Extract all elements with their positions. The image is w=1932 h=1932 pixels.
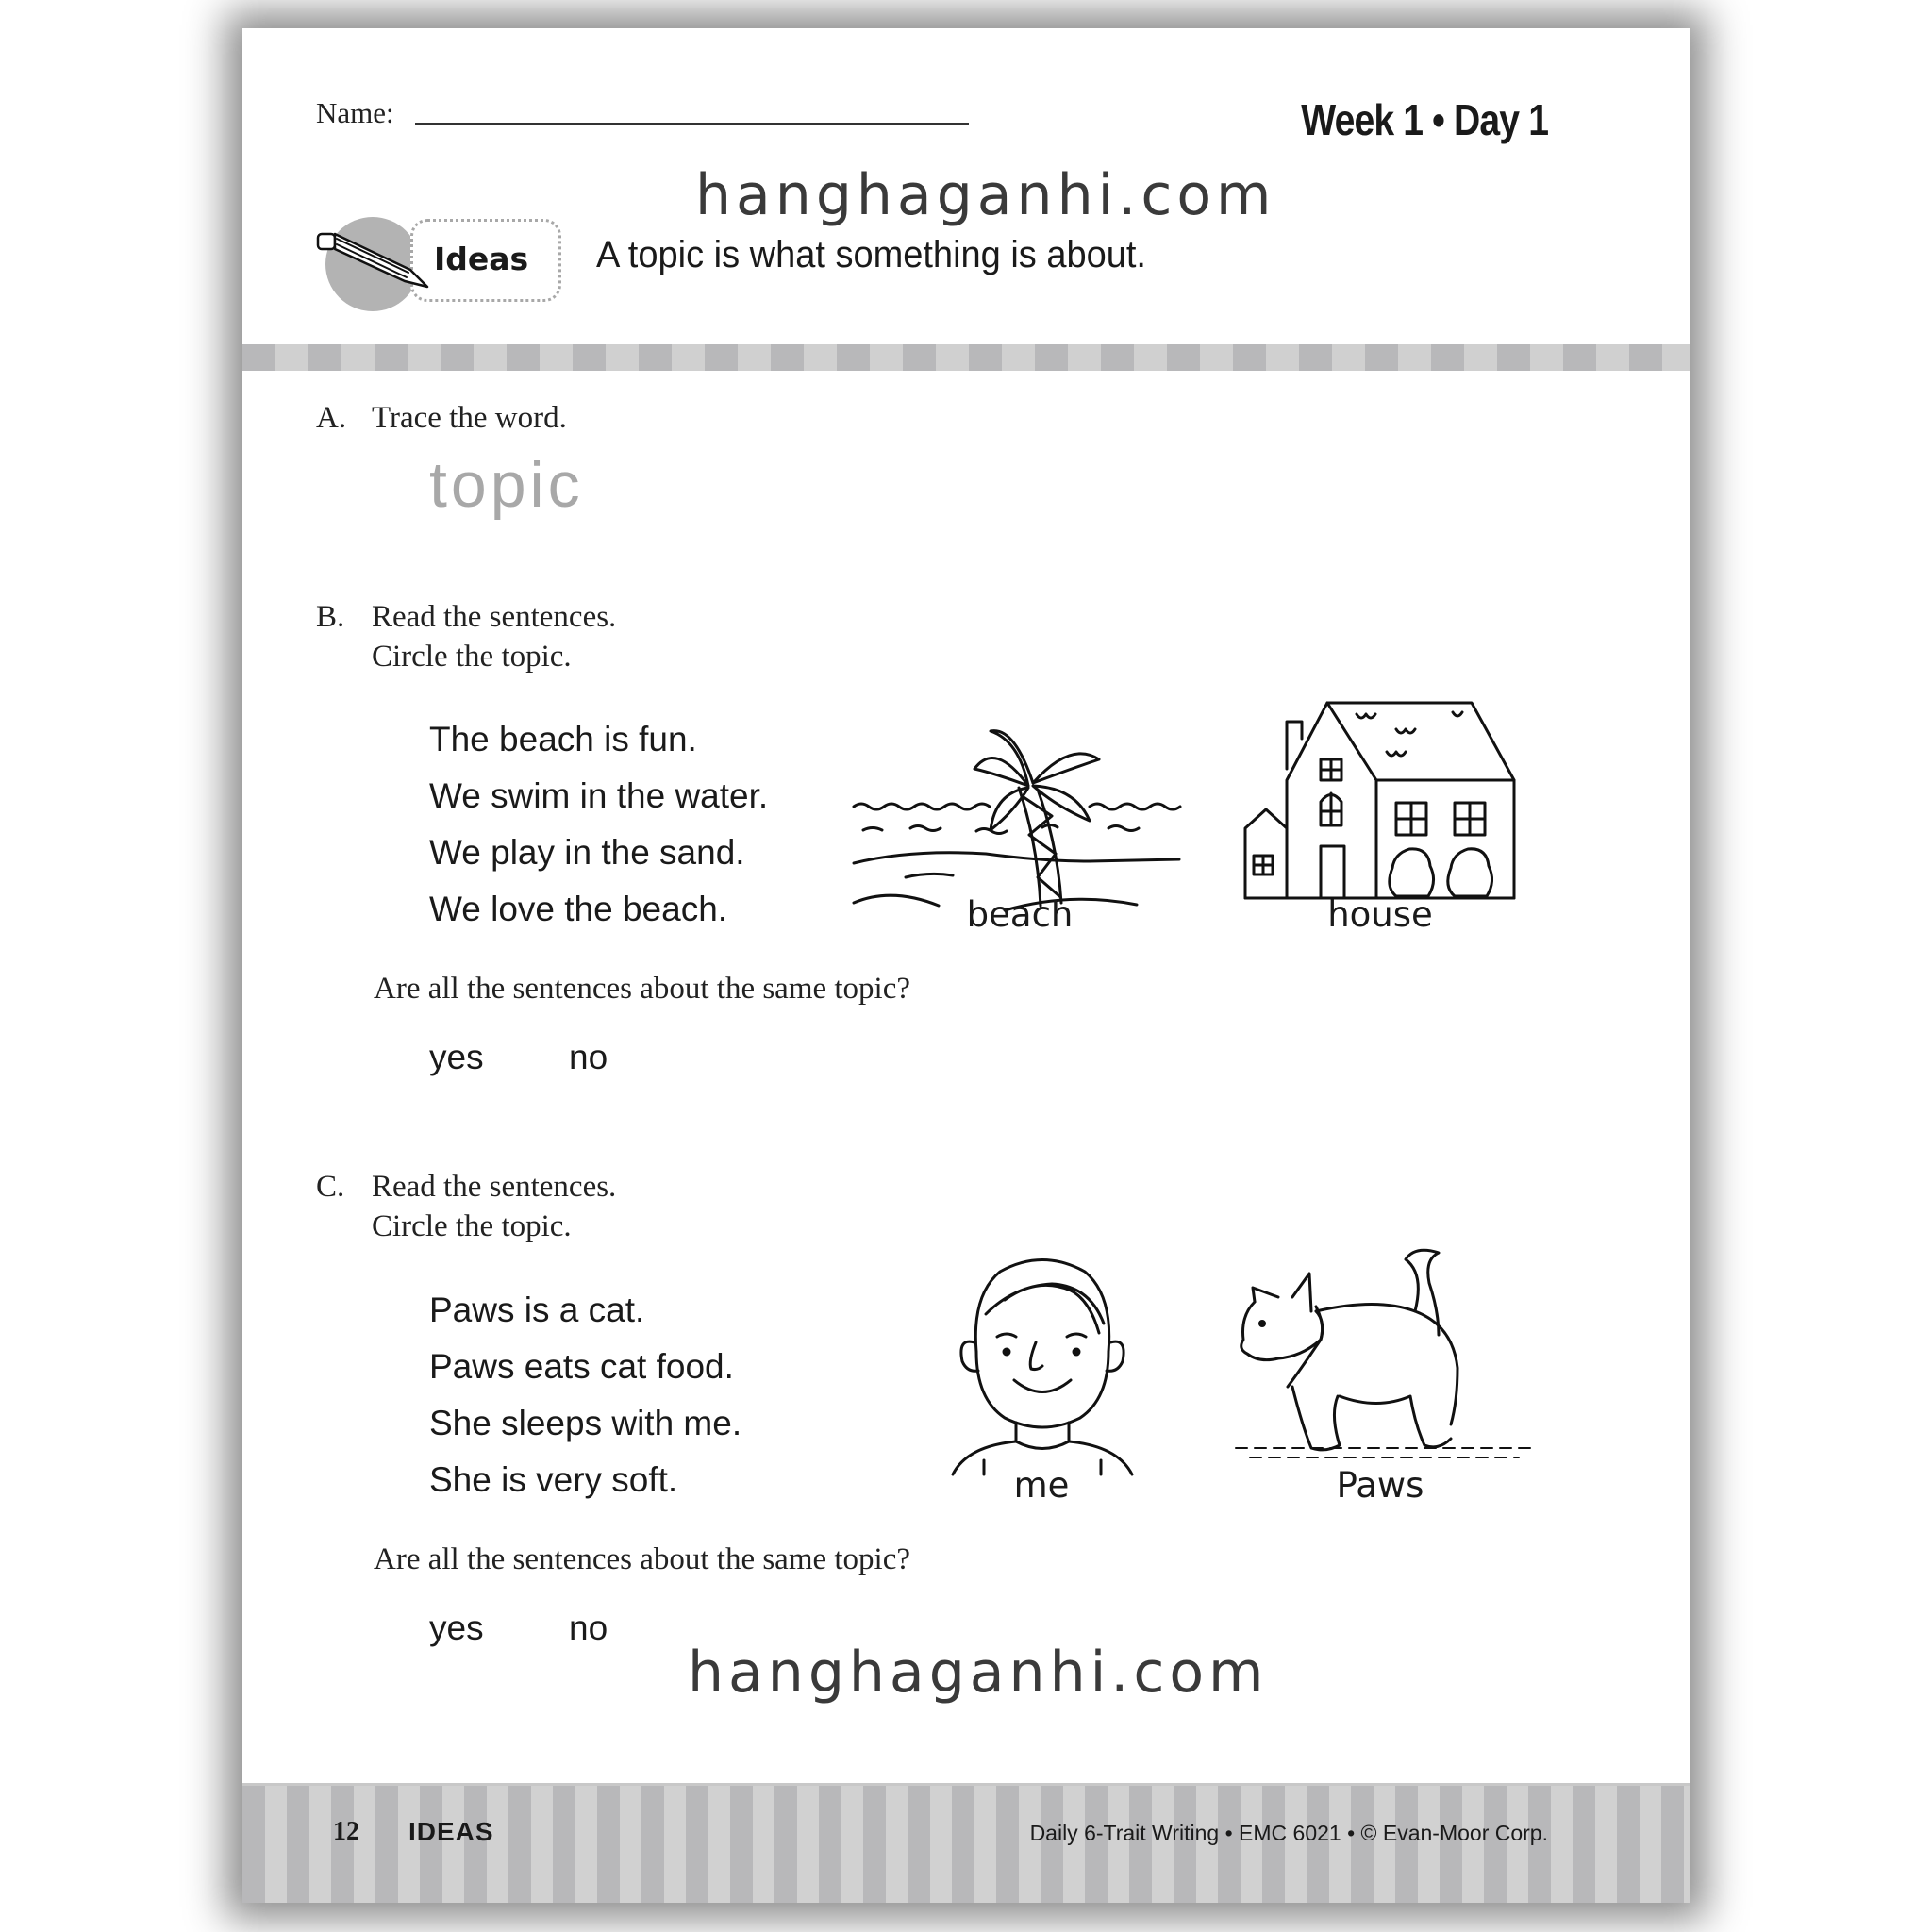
boy-portrait-icon[interactable] — [948, 1248, 1137, 1474]
section-b-instruction-2: Circle the topic. — [372, 640, 572, 674]
section-c-sentence: She is very soft. — [429, 1460, 678, 1499]
trait-badge — [316, 208, 571, 313]
house-icon[interactable] — [1245, 703, 1514, 901]
header-divider-stripe — [242, 344, 1690, 371]
name-label: Name: — [316, 96, 394, 129]
section-b-sentence: We swim in the water. — [429, 776, 769, 815]
choice-label-house[interactable]: house — [1327, 894, 1433, 935]
footer-trait: IDEAS — [408, 1817, 494, 1846]
section-c-sentence: Paws eats cat food. — [429, 1347, 734, 1386]
name-write-line[interactable] — [415, 123, 969, 125]
section-b-question: Are all the sentences about the same topic? — [374, 972, 911, 1006]
choice-label-paws[interactable]: Paws — [1336, 1465, 1424, 1506]
beach-palm-tree-icon[interactable] — [854, 703, 1179, 901]
section-a-instruction: Trace the word. — [372, 401, 567, 435]
badge-label: Ideas — [434, 241, 529, 277]
cat-icon[interactable] — [1236, 1245, 1538, 1472]
week-day-heading: Week 1 • Day 1 — [1301, 95, 1548, 144]
topic-definition: A topic is what something is about. — [596, 234, 1146, 275]
section-c-answer-no[interactable]: no — [569, 1608, 608, 1647]
section-b-answer-yes[interactable]: yes — [429, 1038, 484, 1076]
section-c-sentence: Paws is a cat. — [429, 1291, 645, 1329]
section-b-sentence: The beach is fun. — [429, 720, 697, 758]
section-a-letter: A. — [316, 401, 347, 435]
worksheet-page — [242, 28, 1690, 1903]
footer-credit: Daily 6-Trait Writing • EMC 6021 • © Evan-Moor Corp. — [1029, 1821, 1548, 1845]
pencil-icon — [316, 226, 448, 302]
watermark-bottom: hanghaganhi.com — [688, 1640, 1269, 1706]
choice-label-beach[interactable]: beach — [966, 894, 1074, 935]
section-b-letter: B. — [316, 600, 345, 634]
section-c-instruction-2: Circle the topic. — [372, 1209, 572, 1243]
watermark-top: hanghaganhi.com — [695, 162, 1276, 228]
section-b-sentence: We love the beach. — [429, 890, 728, 928]
choice-label-me[interactable]: me — [1013, 1465, 1070, 1506]
page-number: 12 — [333, 1817, 359, 1846]
section-c-answer-yes[interactable]: yes — [429, 1608, 484, 1647]
section-c-letter: C. — [316, 1170, 345, 1204]
section-b-sentence: We play in the sand. — [429, 833, 745, 872]
section-c-sentence: She sleeps with me. — [429, 1404, 742, 1442]
section-b-instruction-1: Read the sentences. — [372, 600, 617, 634]
section-c-question: Are all the sentences about the same topic? — [374, 1542, 911, 1576]
section-b-answer-no[interactable]: no — [569, 1038, 608, 1076]
section-c-instruction-1: Read the sentences. — [372, 1170, 617, 1204]
trace-word[interactable]: topic — [429, 449, 584, 521]
